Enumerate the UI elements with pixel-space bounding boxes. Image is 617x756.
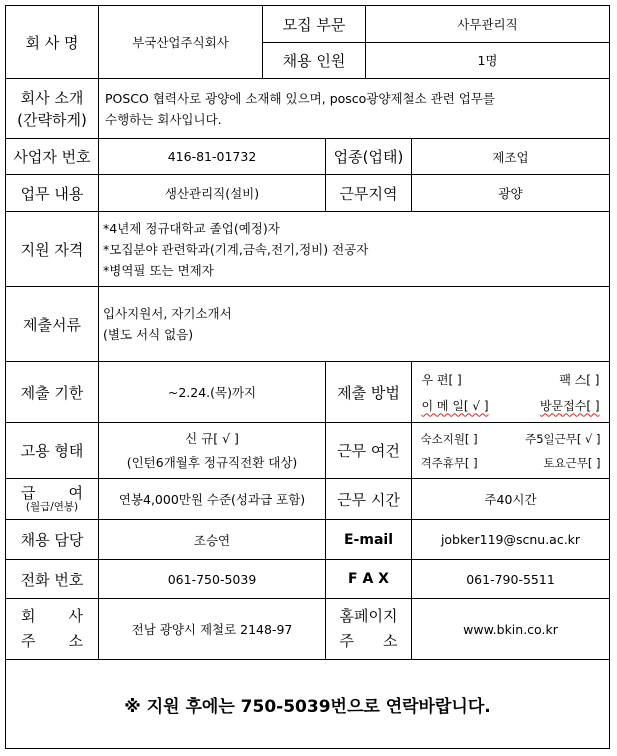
address-label-bottom bbox=[21, 629, 83, 654]
work-hours-value: 주40시간 bbox=[484, 492, 537, 507]
row-salary bbox=[6, 479, 609, 520]
recruit-field-label: 모집 부문 bbox=[263, 6, 366, 42]
homepage-label-top: 홈페이지 bbox=[339, 607, 398, 625]
qualification-item: *병역필 또는 면제자 bbox=[103, 262, 214, 278]
company-name-label: 회 사 명 bbox=[6, 6, 99, 78]
intro-label bbox=[6, 79, 99, 138]
salary-label-char: 여 bbox=[68, 483, 83, 502]
conditions-label: 근무 여건 bbox=[326, 423, 412, 478]
recruiter-label: 채용 담당 bbox=[6, 520, 99, 559]
address-label-char: 주 bbox=[21, 632, 36, 650]
submit-post: 우 편[ ] bbox=[421, 372, 462, 387]
conditions-line2 bbox=[421, 451, 601, 475]
recruit-field-value: 사무관리직 bbox=[457, 17, 518, 32]
recruit-field-row bbox=[263, 6, 609, 43]
phone-label: 전화 번호 bbox=[6, 560, 99, 598]
row-qualification bbox=[6, 212, 609, 287]
deadline-value: ~2.24.(목)까지 bbox=[99, 362, 326, 422]
work-location-label: 근무지역 bbox=[326, 175, 412, 211]
homepage-label-char: 소 bbox=[383, 632, 398, 650]
contact-notice: ※ 지원 후에는 750-5039번으로 연락바랍니다. bbox=[124, 696, 491, 717]
submit-method-options bbox=[412, 362, 609, 422]
job-posting-form bbox=[5, 5, 610, 749]
business-number-value: 416-81-01732 bbox=[99, 139, 326, 174]
company-name-value: 부국산업주식회사 bbox=[99, 6, 263, 78]
row-duty bbox=[6, 175, 609, 212]
conditions-options bbox=[412, 423, 609, 478]
headcount-label: 채용 인원 bbox=[263, 42, 366, 78]
homepage-label-bottom bbox=[340, 629, 398, 654]
employment-type-line2: (인턴6개월후 정규직전환 대상) bbox=[126, 454, 298, 470]
job-duty-label: 업무 내용 bbox=[6, 175, 99, 211]
intro-label-line1: 회사 소개 bbox=[20, 88, 84, 107]
headcount-row bbox=[263, 42, 609, 78]
qualification-list bbox=[99, 212, 609, 286]
conditions-line1 bbox=[421, 427, 601, 451]
employment-type-line1: 신 규[ √ ] bbox=[185, 430, 239, 446]
homepage-label bbox=[326, 599, 412, 659]
intro-label-line2: (간략하게) bbox=[17, 110, 87, 129]
row-address bbox=[6, 599, 609, 660]
intro-text bbox=[99, 79, 609, 138]
deadline-label: 제출 기한 bbox=[6, 362, 99, 422]
salary-value: 연봉4,000만원 수준(성과급 포함) bbox=[99, 479, 326, 519]
documents-label: 제출서류 bbox=[6, 287, 99, 361]
job-duty-value: 생산관리직(설비) bbox=[99, 175, 326, 211]
salary-label bbox=[6, 479, 99, 519]
notice-row bbox=[6, 660, 609, 748]
row-business bbox=[6, 139, 609, 175]
condition-dorm: 숙소지원[ ] bbox=[420, 431, 478, 446]
row-intro bbox=[6, 79, 609, 139]
business-number-label: 사업자 번호 bbox=[6, 139, 99, 174]
industry-label: 업종(업태) bbox=[326, 139, 412, 174]
row-documents bbox=[6, 287, 609, 362]
address-label-top bbox=[21, 604, 83, 629]
salary-label-sub: (월급/연봉) bbox=[25, 500, 79, 513]
submit-method-line1 bbox=[422, 366, 600, 392]
headcount-value: 1명 bbox=[477, 53, 498, 68]
row-employment bbox=[6, 423, 609, 479]
row-deadline bbox=[6, 362, 609, 423]
recruiter-value: 조승연 bbox=[99, 520, 326, 559]
condition-five-day: 주5일근무[ √ ] bbox=[525, 431, 601, 446]
submit-method-label: 제출 방법 bbox=[326, 362, 412, 422]
documents-line1: 입사지원서, 자기소개서 bbox=[103, 306, 232, 321]
submit-fax: 팩 스[ ] bbox=[559, 372, 600, 387]
intro-line1: POSCO 협력사로 광양에 소재해 있으며, posco광양제철소 관련 업무를 bbox=[105, 90, 496, 106]
qualification-item: *4년제 정규대학교 졸업(예정)자 bbox=[103, 220, 280, 236]
row-company-recruit bbox=[6, 6, 609, 79]
qualification-label: 지원 자격 bbox=[6, 212, 99, 286]
row-phone bbox=[6, 560, 609, 599]
address-label bbox=[6, 599, 99, 659]
industry-value: 제조업 bbox=[492, 149, 529, 165]
submit-email: 이 메 일[ √ ] bbox=[421, 398, 489, 413]
work-location-value: 광양 bbox=[498, 186, 523, 201]
condition-alt-holiday: 격주휴무[ ] bbox=[420, 455, 478, 470]
fax-label: F A X bbox=[326, 560, 412, 598]
condition-saturday: 토요근무[ ] bbox=[543, 455, 601, 470]
address-label-char: 소 bbox=[68, 632, 83, 650]
documents-line2: (별도 서식 없음) bbox=[103, 327, 194, 342]
homepage-label-char: 주 bbox=[339, 632, 354, 650]
salary-label-main bbox=[21, 485, 83, 501]
employment-type-value bbox=[99, 423, 326, 478]
fax-value: 061-790-5511 bbox=[466, 571, 555, 587]
employment-type-label: 고용 형태 bbox=[6, 423, 99, 478]
homepage-value: www.bkin.co.kr bbox=[463, 621, 558, 637]
documents-text bbox=[99, 287, 609, 361]
row-recruiter bbox=[6, 520, 609, 560]
address-value: 전남 광양시 제철로 2148-97 bbox=[99, 599, 326, 659]
address-label-char: 회 bbox=[21, 607, 36, 625]
work-hours-label: 근무 시간 bbox=[326, 479, 412, 519]
intro-line2: 수행하는 회사입니다. bbox=[105, 111, 222, 127]
address-label-char: 사 bbox=[68, 607, 83, 625]
email-value: jobker119@scnu.ac.kr bbox=[440, 532, 581, 547]
submit-method-line2 bbox=[422, 392, 600, 418]
email-label: E-mail bbox=[326, 520, 412, 559]
submit-visit: 방문접수[ ] bbox=[539, 398, 600, 413]
phone-value: 061-750-5039 bbox=[99, 560, 326, 598]
salary-label-char: 급 bbox=[21, 483, 36, 502]
qualification-item: *모집분야 관련학과(기계,금속,전기,정비) 전공자 bbox=[103, 241, 369, 257]
